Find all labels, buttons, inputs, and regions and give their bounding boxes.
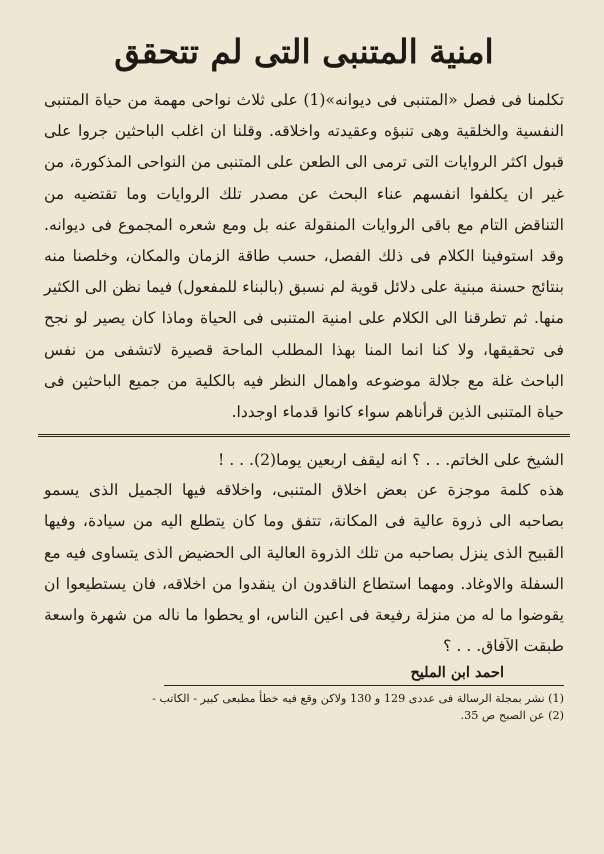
footnote-divider bbox=[164, 685, 564, 686]
footnotes bbox=[44, 690, 564, 724]
footnote-2: (2) عن الصبح ص 35. bbox=[460, 709, 564, 723]
second-paragraph: هذه كلمة موجزة عن بعض اخلاق المتنبى، واخلاقه فيها الجميل الذى يسمو بصاحبه الى ذروة عالية فى المكانة، تتفق وما كان يتطلع اليه من سيادة، وفيها القبيح الذى ينزل بصاحبه من تلك الذروة العالية الى الحضيض الذى يتساوى فيه مع السفلة والاوغاد. ومهما استطاع الناقدون ان ينقدوا من اخلاقه، فان يستطيعوا ان يقوضوا ما له من منزلة رفيعة فى اعين الناس، او يحطوا ما ناله من شهرة واسعة طبقت الآفاق. . . ؟ bbox=[44, 481, 565, 656]
article-title: امنية المتنبى التى لم تتحقق bbox=[114, 32, 494, 71]
footnote-1: (1) نشر بمجلة الرسالة فى عددى 129 و 130 ولاكن وقع فيه خطأ مطبعى كبير - الكاتب - bbox=[152, 692, 564, 706]
intro-paragraph: تكلمنا فى فصل «المتنبى فى ديوانه»(1) على ثلاث نواحى مهمة من حياة المتنبى النفسية والخلقية وهى تنبؤه وعقيدته واخلاقه. وقلنا ان اغلب الباحثين جروا على قبول اكثر الروايات التى ترمى الى الطعن على المتنبى من النواحى المذكورة، من غير ان يكلفوا انفسهم عناء البحث عن مصدر تلك الروايات وما تقتضيه من التناقض التام مع باقى الروايات المنقولة عنه بل ومع شعره المجموع فى ديوانه. وقد استوفينا الكلام فى ذلك الفصل، حسب طاقة الزمان والمكان، وخلصنا منه بنتائج حسنة مبنية على دلائل قوية لم نسبق (بالبناء للمفعول) فيما نظن الى الكثير منها. ثم تطرقنا الى الكلام على امنية المتنبى فى الحياة وماذا كان يصير لو نجح فى تحقيقها، ولا كنا انما المنا بهذا المطلب الماحة قصيرة لاتشفى من نفس الباحث غلة مع جلالة موضوعه واهمال النظر فيه بالكلية من جميع الباحثين فى حياة المتنبى الذين قرأناهم سواء كانوا قدماء اوجددا. bbox=[44, 91, 564, 422]
author-signature: احمد ابن المليح bbox=[410, 664, 504, 682]
double-divider bbox=[38, 434, 570, 437]
quoted-note-line: الشيخ على الخاتم. . . ؟ انه ليقف اربعين يوما(2). . . ! bbox=[217, 451, 564, 470]
